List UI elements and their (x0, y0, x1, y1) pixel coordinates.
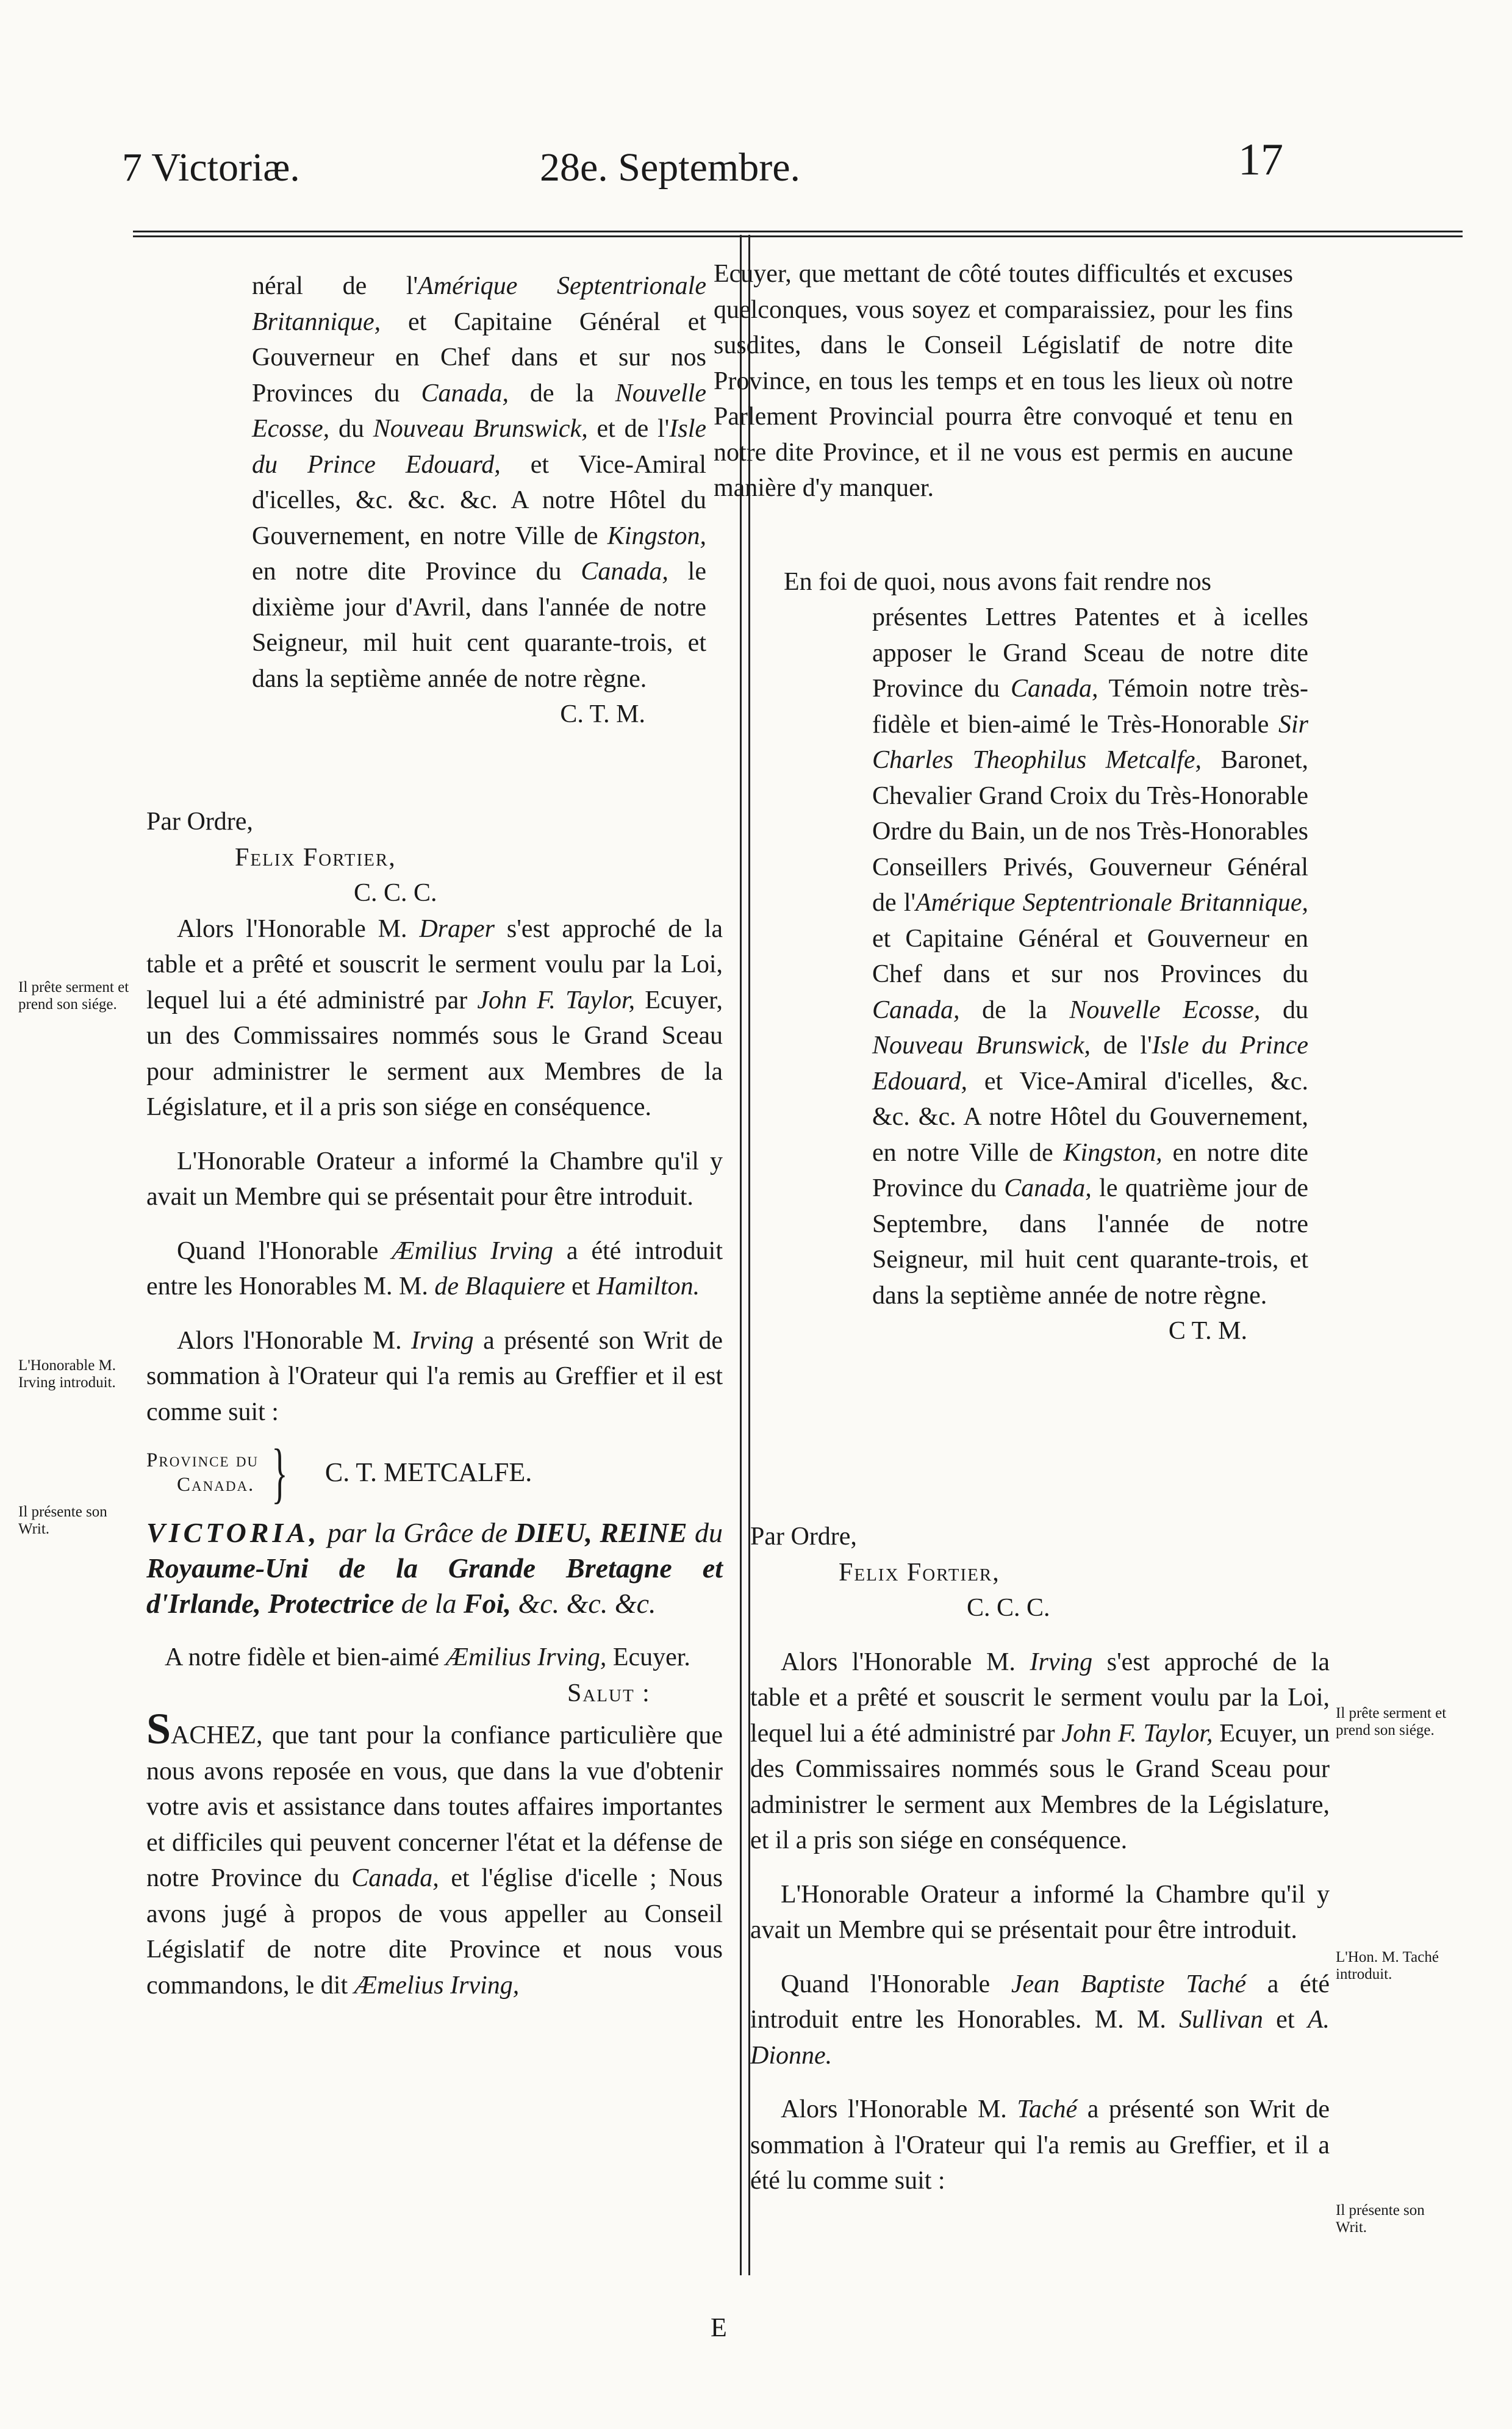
signatory-title: C. C. C. (354, 879, 437, 907)
sachez-paragraph: SACHEZ, que tant pour la confiance particulière que nous avons reposée en vous, que dans la vue d'obtenir votre avis et assistance dans toutes affaires importantes et difficiles qui peuvent concerner l'état et la défense de notre Province du Canada, et l'église d'icelle ; Nous avons jugé à propos de vous appeller au Conseil Législatif de notre dite Province et nous vous commandons, le dit Æmelius Irving, (146, 1704, 723, 2000)
left-continuation (252, 268, 706, 733)
right-continuation (714, 256, 1293, 506)
irving-introduit-paragraph: Quand l'Honorable Æmilius Irving a été introduit entre les Honorables M. M. de Blaquiere et Hamilton. (146, 1236, 723, 1301)
margin-note-right-oath: Il prête serment et prend son siége. (1336, 1705, 1447, 1738)
salut: Salut : (567, 1679, 651, 1707)
par-ordre: Par Ordre, (146, 808, 253, 836)
tache-introduit-paragraph: Quand l'Honorable Jean Baptiste Taché a été introduit entre les Honorables. M. M. Sullivan et A. Dionne. (750, 1970, 1330, 2070)
header-rule-top (133, 231, 1463, 232)
address-line: A notre fidèle et bien-aimé Æmilius Irving, Ecuyer. (165, 1643, 690, 1671)
enfoi-paragraph: présentes Lettres Patentes et à icelles apposer le Grand Sceau de notre dite Province du Canada, Témoin notre très-fidèle et bien-aimé le Très-Honorable Sir Charles Theophilus Metcalfe, Baronet, Chevalier Grand Croix du Très-Honorable Ordre du Bain, un de nos Très-Honorables Conseillers Privés, Gouverneur Général de l'Amérique Septentrionale Britannique, et Capitaine Général et Gouverneur en Chef dans et sur nos Provinces du Canada, de la Nouvelle Ecosse, du Nouveau Brunswick, de l'Isle du Prince Edouard, et Vice-Amiral d'icelles, &c. &c. &c. A notre Hôtel du Gouvernement, en notre Ville de Kingston, en notre dite Province du Canada, le quatrième jour de Septembre, dans l'année de notre Seigneur, mil huit cent quarante-trois, et dans la septième année de notre règne. (872, 603, 1309, 1310)
margin-note-left-introduit: L'Honorable M. Irving introduit. (18, 1357, 116, 1391)
margin-note-right-introduit: L'Hon. M. Taché introduit. (1336, 1949, 1439, 1982)
left-column (146, 804, 723, 2003)
orateur-informe-paragraph-right: L'Honorable Orateur a informé la Chambre qu'il y avait un Membre qui se présentait pour être introduit. (750, 1880, 1330, 1944)
ctm-initials: C. T. M. (560, 700, 645, 728)
irving-writ-paragraph: Alors l'Honorable M. Irving a présenté son Writ de sommation à l'Orateur qui l'a remis au Greffier et il est comme suit : (146, 1326, 723, 1426)
brace-icon: } (271, 1435, 288, 1510)
ctm-initials-right: C T. M. (1168, 1317, 1247, 1345)
header-date: 28e. Septembre. (540, 145, 801, 190)
writ-continuation: Ecuyer, que mettant de côté toutes difficultés et excuses quelconques, vous soyez et comparaissiez, pour les fins susdites, dans le Conseil Législatif de notre dite Province, en tous les temps et en tous les lieux où notre Parlement Provincial pourra être convoqué et tenu en notre dite Province, et il ne vous est permis en aucune manière d'y manquer. (714, 260, 1293, 502)
province-heading (146, 1435, 723, 1510)
par-ordre-right: Par Ordre, (750, 1523, 857, 1551)
province-label: Province du Canada. (146, 1449, 259, 1496)
margin-note-left-oath: Il prête serment et prend son siége. (18, 979, 129, 1013)
draper-oath-paragraph: Alors l'Honorable M. Draper s'est approché de la table et a prêté et souscrit le serment voulu par la Loi, lequel lui a été administré par John F. Taylor, Ecuyer, un des Commissaires nommés sous le Grand Sceau pour administrer le serment aux Membres de la Législature, et il a pris son siége en conséquence. (146, 914, 723, 1121)
governor-signature: C. T. METCALFE. (324, 1457, 532, 1487)
victoria-title: VICTORIA, par la Grâce de DIEU, REINE du Royaume-Uni de la Grande Bretagne et d'Irlande, Protectrice de la Foi, &c. &c. &c. (146, 1517, 723, 1619)
header-regnal-year: 7 Victoriæ. (122, 145, 300, 190)
signatory-name-right: Felix Fortier, (839, 1558, 1000, 1587)
irving-oath-paragraph: Alors l'Honorable M. Irving s'est approché de la table et a prêté et souscrit le serment voulu par la Loi, lequel lui a été administré par John F. Taylor, Ecuyer, un des Commissaires nommés sous le Grand Sceau pour administrer le serment aux Membres de la Législature, et il a pris son siége en conséquence. (750, 1648, 1330, 1854)
page-number: 17 (1238, 135, 1283, 185)
margin-note-left-writ: Il présente son Writ. (18, 1504, 107, 1537)
right-enfoi-body (872, 600, 1308, 1349)
header-rule-bottom (133, 235, 1463, 237)
column-divider (740, 235, 742, 2275)
signatory-name: Felix Fortier, (235, 843, 396, 872)
right-enfoi (784, 564, 1308, 600)
tache-writ-paragraph: Alors l'Honorable M. Taché a présenté son Writ de sommation à l'Orateur qui l'a remis au Greffier, et il a été lu comme suit : (750, 2095, 1330, 2195)
margin-note-right-writ: Il présente son Writ. (1336, 2202, 1425, 2236)
orateur-informe-paragraph: L'Honorable Orateur a informé la Chambre qu'il y avait un Membre qui se présentait pour être introduit. (146, 1147, 723, 1211)
signatory-title-right: C. C. C. (967, 1594, 1050, 1622)
commission-continuation: néral de l'Amérique Septentrionale Britannique, et Capitaine Général et Gouverneur en Chef dans et sur nos Provinces du Canada, de la Nouvelle Ecosse, du Nouveau Brunswick, et de l'Isle du Prince Edouard, et Vice-Amiral d'icelles, &c. &c. &c. A notre Hôtel du Gouvernement, en notre Ville de Kingston, en notre dite Province du Canada, le dixième jour d'Avril, dans l'année de notre Seigneur, mil huit cent quarante-trois, et dans la septième année de notre règne. (252, 272, 707, 693)
signature-mark: E (711, 2312, 727, 2342)
right-column (750, 1519, 1330, 2199)
enfoi-first-line: En foi de quoi, nous avons fait rendre nos (784, 568, 1212, 596)
